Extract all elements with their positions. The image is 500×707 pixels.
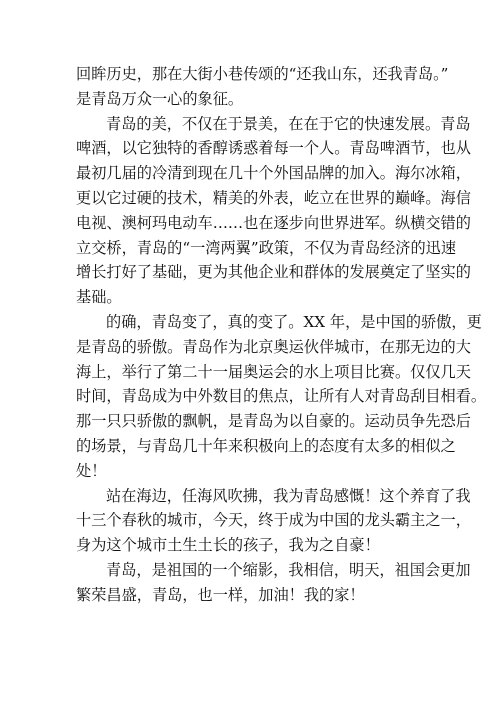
text-line: 青岛，是祖国的一个缩影，我相信，明天，祖国会更加	[106, 560, 471, 579]
text-line: 回眸历史，那在大街小巷传颂的“还我山东，还我青岛。”	[76, 65, 449, 83]
text-line: 的确，青岛变了，真的变了。XX 年，是中国的骄傲，更	[106, 312, 482, 331]
text-line: 基础。	[76, 288, 122, 307]
text-line: 青岛的美，不仅在于景美，在在于它的快速发展。青岛	[106, 114, 471, 133]
paragraph-5	[76, 558, 471, 608]
text-line: 那一只只骄傲的飘帆，是青岛为以自豪的。运动员争先恐后	[76, 412, 471, 431]
text-line: 十三个春秋的城市，今天，终于成为中国的龙头霸主之一，	[76, 511, 471, 530]
text-line: 更以它过硬的技术，精美的外表，屹立在世界的巅峰。海信	[76, 188, 471, 207]
paragraph-4	[76, 484, 471, 558]
paragraph-1	[76, 62, 449, 112]
text-line: 立交桥，青岛的“一湾两翼”政策，不仅为青岛经济的迅速	[76, 238, 457, 257]
paragraph-3	[76, 310, 487, 484]
text-line: 站在海边，任海风吹拂，我为青岛感慨！这个养育了我	[106, 486, 471, 505]
text-line: 增长打好了基础，更为其他企业和群体的发展奠定了坚实的	[76, 263, 471, 282]
text-line: 的场景，与青岛几十年来积极向上的态度有太多的相似之	[76, 436, 456, 455]
document-body	[76, 62, 487, 608]
text-line: 时间，青岛成为中外数目的焦点，让所有人对青岛刮目相看。	[76, 387, 487, 406]
text-line: 身为这个城市土生土长的孩子，我为之自豪！	[76, 536, 380, 555]
text-line: 是青岛的骄傲。青岛作为北京奥运伙伴城市，在那无边的大	[76, 337, 471, 356]
text-line: 最初几届的冷清到现在几十个外国品牌的加入。海尔冰箱，	[76, 164, 471, 183]
text-line: 处！	[76, 461, 107, 480]
text-line: 繁荣昌盛，青岛，也一样，加油！我的家！	[76, 585, 365, 604]
paragraph-2	[76, 112, 471, 310]
text-line: 电视、澳柯玛电动车……也在逐步向世界进军。纵横交错的	[76, 213, 471, 232]
text-line: 啤酒，以它独特的香醇诱惑着每一个人。青岛啤酒节，也从	[76, 139, 471, 158]
text-line: 是青岛万众一心的象征。	[76, 89, 244, 108]
text-line: 海上，举行了第二十一届奥运会的水上项目比赛。仅仅几天	[76, 362, 471, 381]
